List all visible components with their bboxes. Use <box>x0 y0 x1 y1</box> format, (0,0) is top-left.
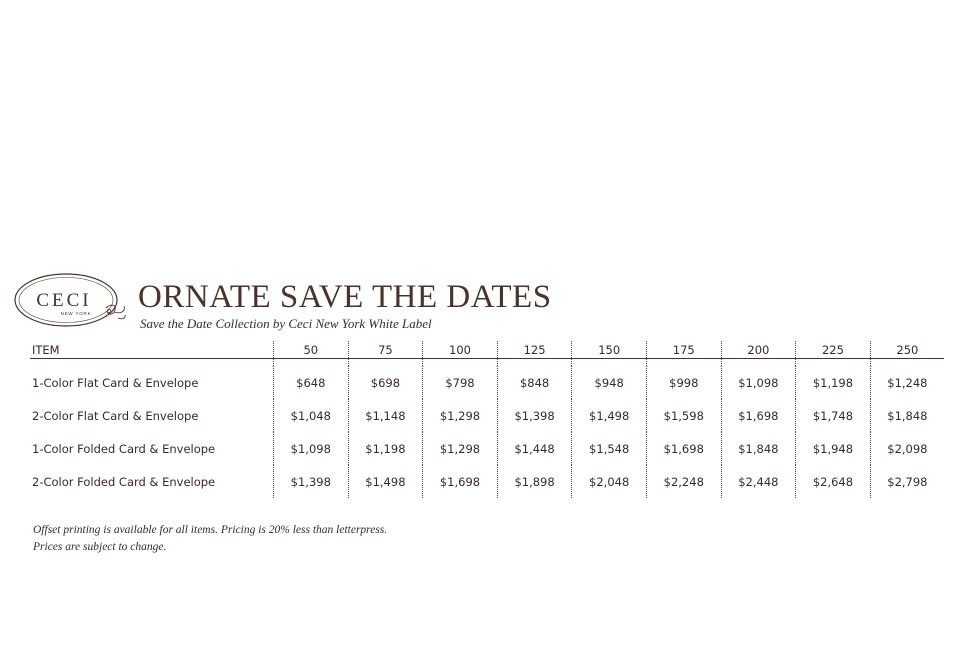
item-name: 1-Color Folded Card & Envelope <box>32 441 216 456</box>
table-row <box>30 399 944 432</box>
logo-text: CECI <box>36 290 92 311</box>
page-title: ORNATE SAVE THE DATES <box>138 279 552 315</box>
footnotes <box>33 522 387 556</box>
price-cell: $698 <box>348 366 423 399</box>
price-cell: $2,798 <box>870 465 944 498</box>
price-cell: $1,698 <box>646 432 721 465</box>
qty-header: 125 <box>497 341 572 359</box>
table-header-row <box>30 341 944 359</box>
price-cell: $1,298 <box>423 432 498 465</box>
qty-header: 50 <box>274 341 349 359</box>
table-row <box>30 465 944 498</box>
price-table <box>30 341 944 498</box>
price-cell: $2,448 <box>721 465 796 498</box>
price-cell: $1,048 <box>274 399 349 432</box>
price-cell: $1,098 <box>721 366 796 399</box>
qty-header: 75 <box>348 341 423 359</box>
price-cell: $1,698 <box>423 465 498 498</box>
price-cell: $1,198 <box>796 366 871 399</box>
price-cell: $1,248 <box>870 366 944 399</box>
qty-header: 250 <box>870 341 944 359</box>
price-cell: $1,498 <box>572 399 647 432</box>
price-cell: $848 <box>497 366 572 399</box>
price-cell: $1,148 <box>348 399 423 432</box>
table-row <box>30 432 944 465</box>
header <box>14 270 944 332</box>
price-cell: $1,598 <box>646 399 721 432</box>
item-name: 2-Color Flat Card & Envelope <box>32 408 199 423</box>
item-name: 2-Color Folded Card & Envelope <box>32 474 216 489</box>
item-column-header: ITEM <box>30 341 274 359</box>
logo-subtext: NEW YORK <box>60 311 92 316</box>
price-cell: $1,198 <box>348 432 423 465</box>
footnote-prices: Prices are subject to change. <box>33 541 167 553</box>
qty-header: 175 <box>646 341 721 359</box>
price-cell: $2,098 <box>870 432 944 465</box>
price-cell: $948 <box>572 366 647 399</box>
qty-header: 100 <box>423 341 498 359</box>
price-cell: $1,398 <box>497 399 572 432</box>
price-cell: $2,648 <box>796 465 871 498</box>
price-cell: $998 <box>646 366 721 399</box>
price-cell: $1,448 <box>497 432 572 465</box>
qty-header: 200 <box>721 341 796 359</box>
price-cell: $1,298 <box>423 399 498 432</box>
table-row <box>30 366 944 399</box>
price-cell: $1,498 <box>348 465 423 498</box>
price-cell: $798 <box>423 366 498 399</box>
price-cell: $1,948 <box>796 432 871 465</box>
price-cell: $1,848 <box>870 399 944 432</box>
price-cell: $648 <box>274 366 349 399</box>
page-subtitle: Save the Date Collection by Ceci New York White Label <box>140 316 432 331</box>
price-cell: $1,898 <box>497 465 572 498</box>
item-name: 1-Color Flat Card & Envelope <box>32 375 199 390</box>
price-cell: $1,848 <box>721 432 796 465</box>
qty-header: 225 <box>796 341 871 359</box>
ceci-logo <box>14 272 132 328</box>
price-cell: $1,748 <box>796 399 871 432</box>
price-cell: $2,248 <box>646 465 721 498</box>
price-cell: $1,098 <box>274 432 349 465</box>
spacer-row <box>30 359 944 367</box>
price-cell: $2,048 <box>572 465 647 498</box>
footnote-offset: Offset printing is available for all items. Pricing is 20% less than letterpress. <box>33 524 388 536</box>
price-cell: $1,698 <box>721 399 796 432</box>
qty-header: 150 <box>572 341 647 359</box>
price-cell: $1,398 <box>274 465 349 498</box>
price-cell: $1,548 <box>572 432 647 465</box>
